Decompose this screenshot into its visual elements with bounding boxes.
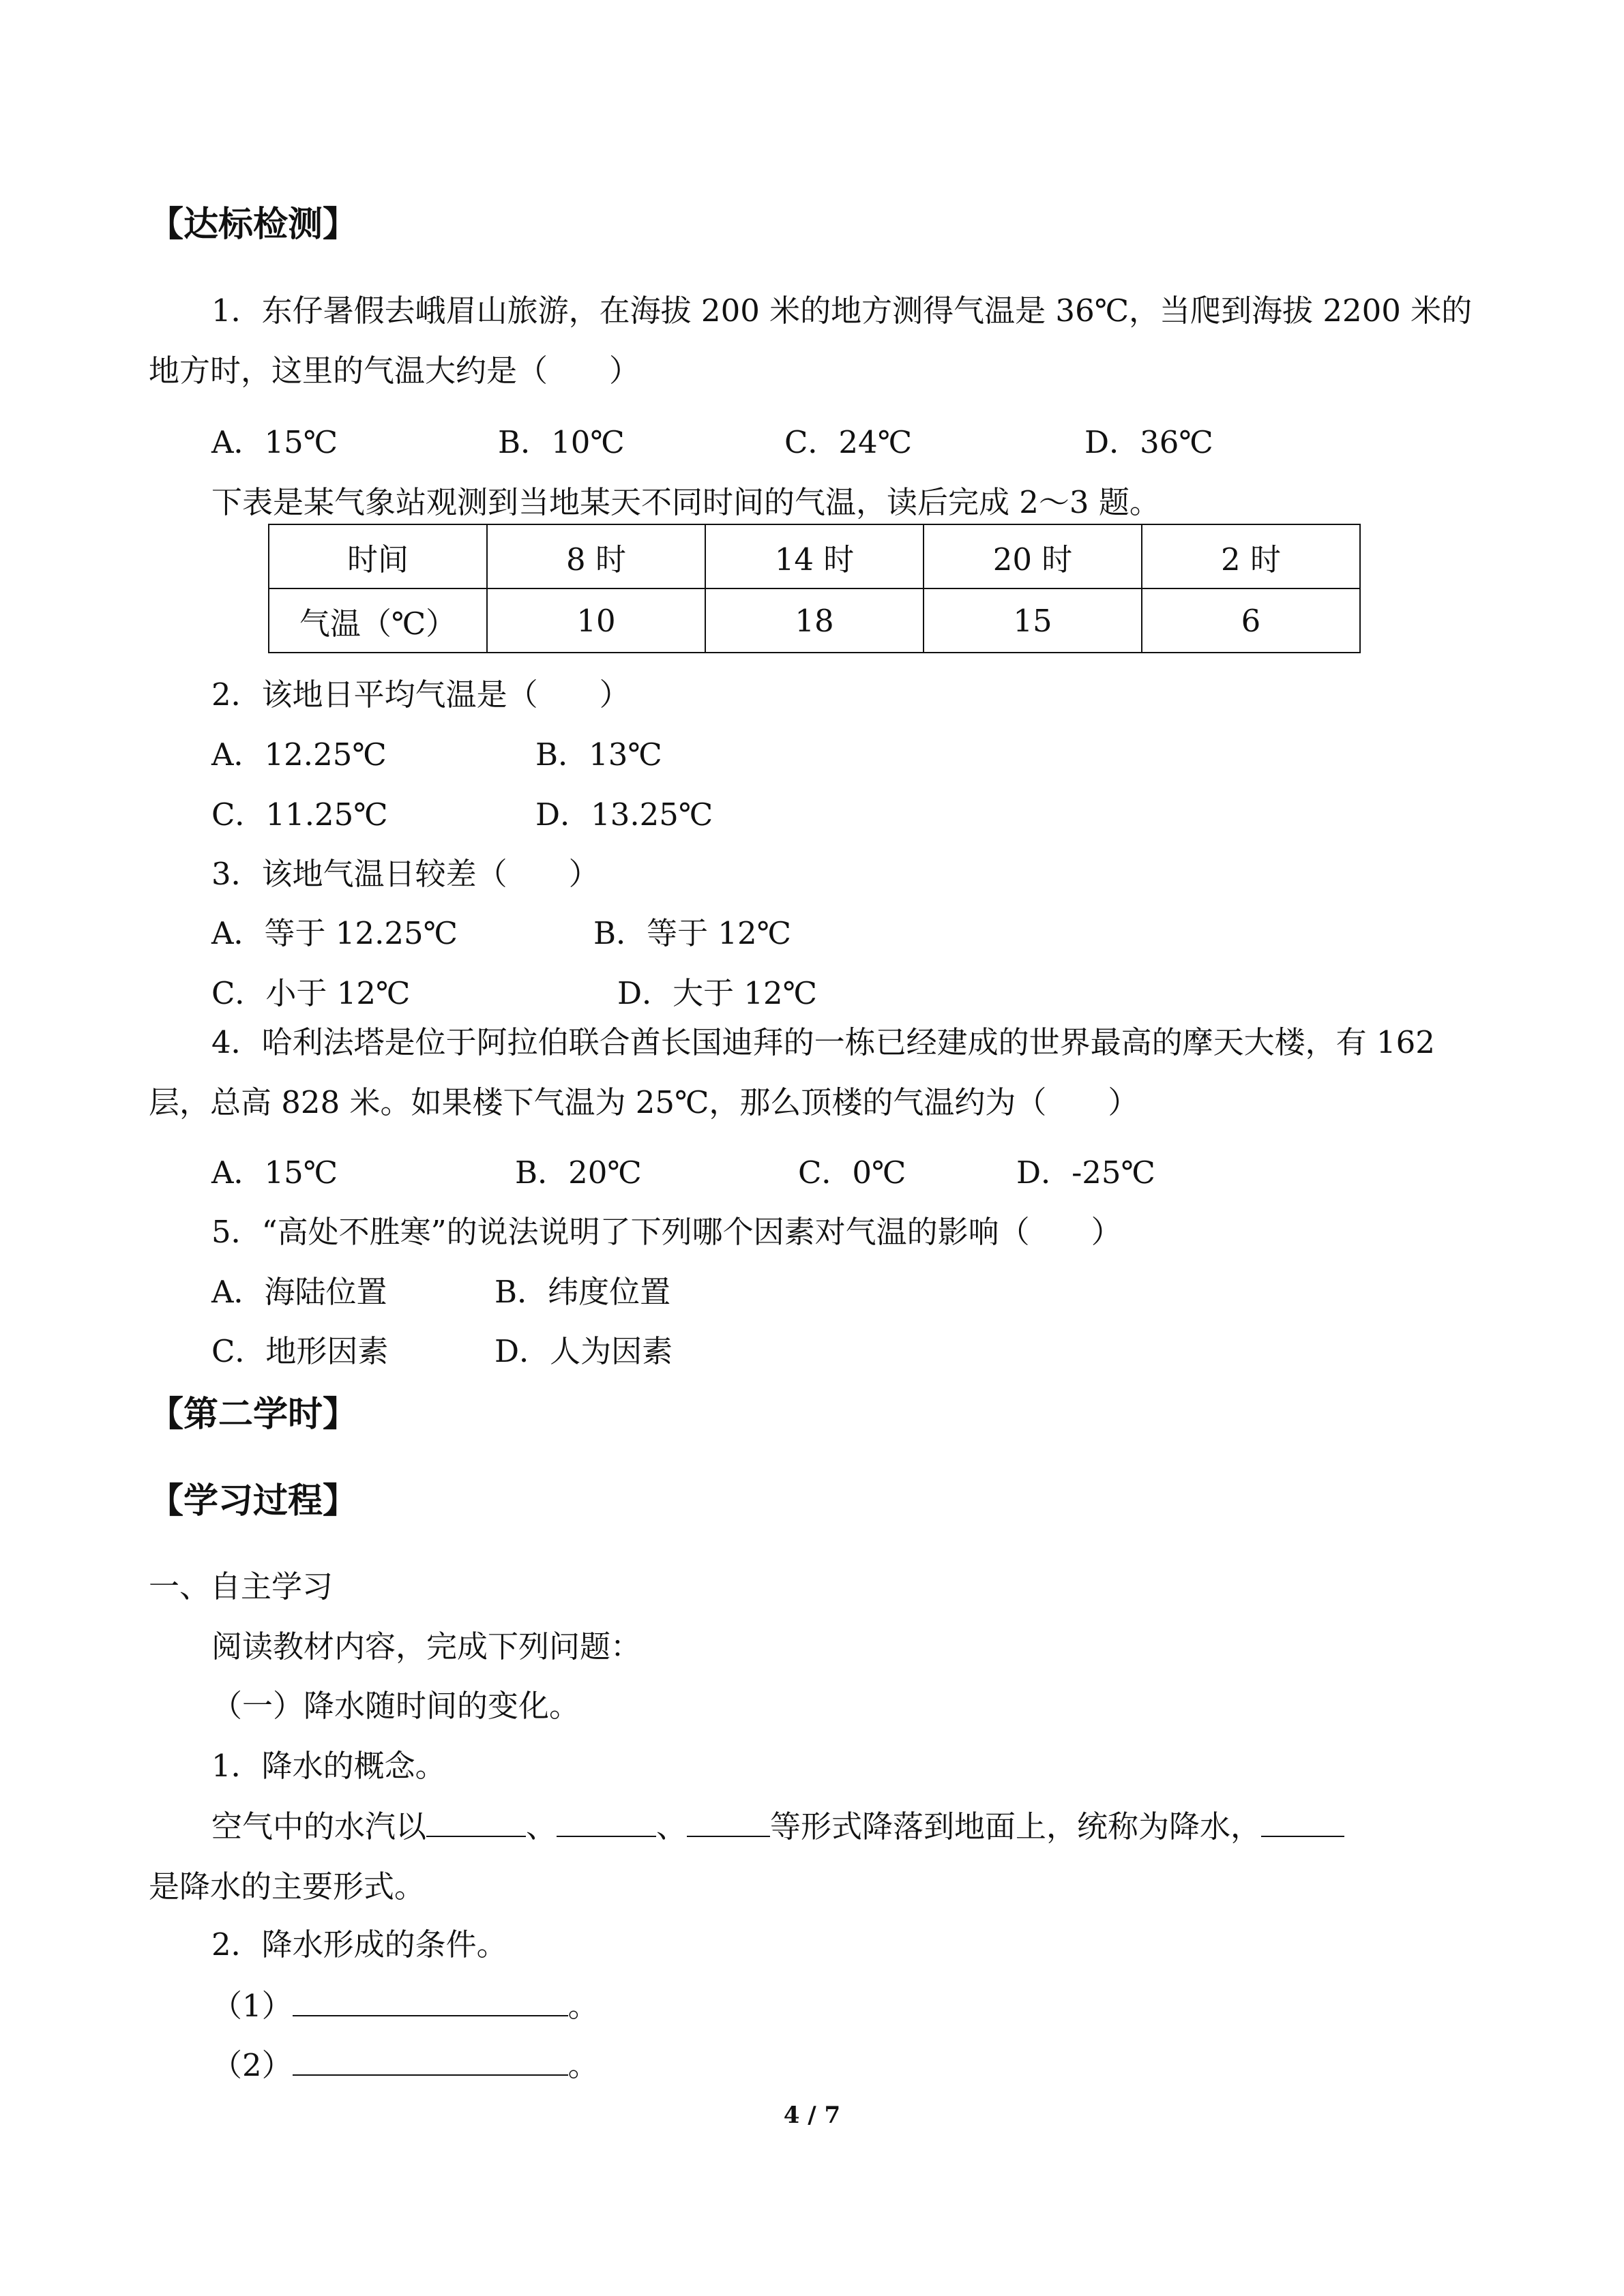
option: C．小于 12℃ (211, 975, 411, 1011)
question-5-options-row1 (149, 1272, 670, 1312)
table-cell: 10 (487, 588, 705, 653)
condition-2 (149, 2044, 599, 2085)
question-2-text: 2．该地日平均气温是（ ） (211, 676, 630, 713)
option: A．海陆位置 (211, 1274, 387, 1310)
self-study-intro: 阅读教材内容，完成下列问题： (211, 1628, 642, 1665)
condition-1 (149, 1985, 599, 2026)
table-cell: 18 (705, 588, 924, 653)
table-cell: 8 时 (487, 524, 705, 588)
self-study-heading: 一、自主学习 (149, 1568, 334, 1605)
option: B．13℃ (535, 736, 662, 773)
question-3-options-row1 (149, 914, 791, 953)
fill-blank-2[interactable] (557, 1806, 656, 1837)
fill-blank-3[interactable] (687, 1806, 770, 1837)
condition-label: （2） (211, 2047, 293, 2083)
option: C．地形因素 (211, 1333, 389, 1369)
self-study-item-1: 1．降水的概念。 (211, 1748, 446, 1784)
option: B．10℃ (498, 424, 625, 460)
condition-label: （1） (211, 1988, 293, 2024)
table-cell: 气温（℃） (269, 588, 487, 653)
table-cell: 2 时 (1142, 524, 1360, 588)
question-1 (149, 281, 1475, 401)
question-3-text: 3．该地气温日较差（ ） (211, 856, 600, 892)
option: D．人为因素 (494, 1333, 673, 1369)
option: B．等于 12℃ (593, 915, 791, 951)
self-study-item-2: 2．降水形成的条件。 (211, 1926, 507, 1963)
option: B．20℃ (515, 1154, 642, 1191)
option: C．0℃ (798, 1154, 906, 1191)
question-4 (149, 1013, 1475, 1133)
fill-text-a: 空气中的水汽以 (211, 1808, 427, 1845)
question-2-options-row2 (149, 795, 713, 835)
option: D．13.25℃ (535, 796, 713, 833)
table-cell: 时间 (269, 524, 487, 588)
section-title-assessment: 【达标检测】 (149, 205, 358, 245)
fill-text-b: 等形式降落到地面上，统称为降水， (770, 1808, 1262, 1845)
fill-separator: 、 (526, 1808, 557, 1845)
question-2-options-row1 (149, 735, 662, 775)
option: A．15℃ (211, 1154, 338, 1191)
section-title-learning-process: 【学习过程】 (149, 1481, 358, 1521)
table-cell: 20 时 (924, 524, 1142, 588)
period: 。 (567, 2047, 599, 2083)
question-5-text: 5．“高处不胜寒”的说法说明了下列哪个因素对气温的影响（ ） (211, 1214, 1122, 1250)
fill-in-paragraph (149, 1806, 1475, 1907)
condition-blank-2[interactable] (293, 2044, 568, 2076)
option: C．24℃ (784, 424, 913, 460)
question-1-options (149, 423, 1475, 462)
period: 。 (567, 1988, 599, 2024)
fill-text-c: 是降水的主要形式。 (149, 1868, 426, 1905)
question-4-text: 4．哈利法塔是位于阿拉伯联合酋长国迪拜的一栋已经建成的世界最高的摩天大楼，有 162 层，总高 828 米。如果楼下气温为 25℃，那么顶楼的气温约为（ ） (149, 1024, 1435, 1120)
fill-separator: 、 (656, 1808, 688, 1845)
option: D．36℃ (1084, 424, 1213, 460)
fill-blank-1[interactable] (426, 1806, 526, 1837)
table-cell: 15 (924, 588, 1142, 653)
option: C．11.25℃ (211, 796, 388, 833)
self-study-subtitle: （一）降水随时间的变化。 (211, 1688, 580, 1724)
table-row (269, 588, 1360, 653)
fill-blank-4[interactable] (1261, 1806, 1344, 1837)
condition-blank-1[interactable] (293, 1985, 568, 2016)
question-3-options-row2 (149, 974, 817, 1013)
table-intro: 下表是某气象站观测到当地某天不同时间的气温，读后完成 2～3 题。 (211, 484, 1160, 520)
page-number: 4 / 7 (783, 2102, 841, 2129)
table-row (269, 524, 1360, 588)
table-cell: 14 时 (705, 524, 924, 588)
question-4-options (149, 1153, 1155, 1193)
option: B．纬度位置 (494, 1274, 671, 1310)
option: A．15℃ (211, 424, 338, 460)
option: A．等于 12.25℃ (211, 915, 458, 951)
section-title-second-period: 【第二学时】 (149, 1395, 358, 1435)
fill-line-1 (149, 1806, 1475, 1847)
question-5-options-row2 (149, 1332, 673, 1371)
option: D．大于 12℃ (617, 975, 817, 1011)
table-cell: 6 (1142, 588, 1360, 653)
option: A．12.25℃ (211, 736, 387, 773)
option: D．-25℃ (1016, 1154, 1155, 1191)
question-1-text: 1．东仔暑假去峨眉山旅游，在海拔 200 米的地方测得气温是 36℃，当爬到海拔 2200 米的地方时，这里的气温大约是（ ） (149, 293, 1473, 389)
temperature-table (268, 524, 1361, 653)
